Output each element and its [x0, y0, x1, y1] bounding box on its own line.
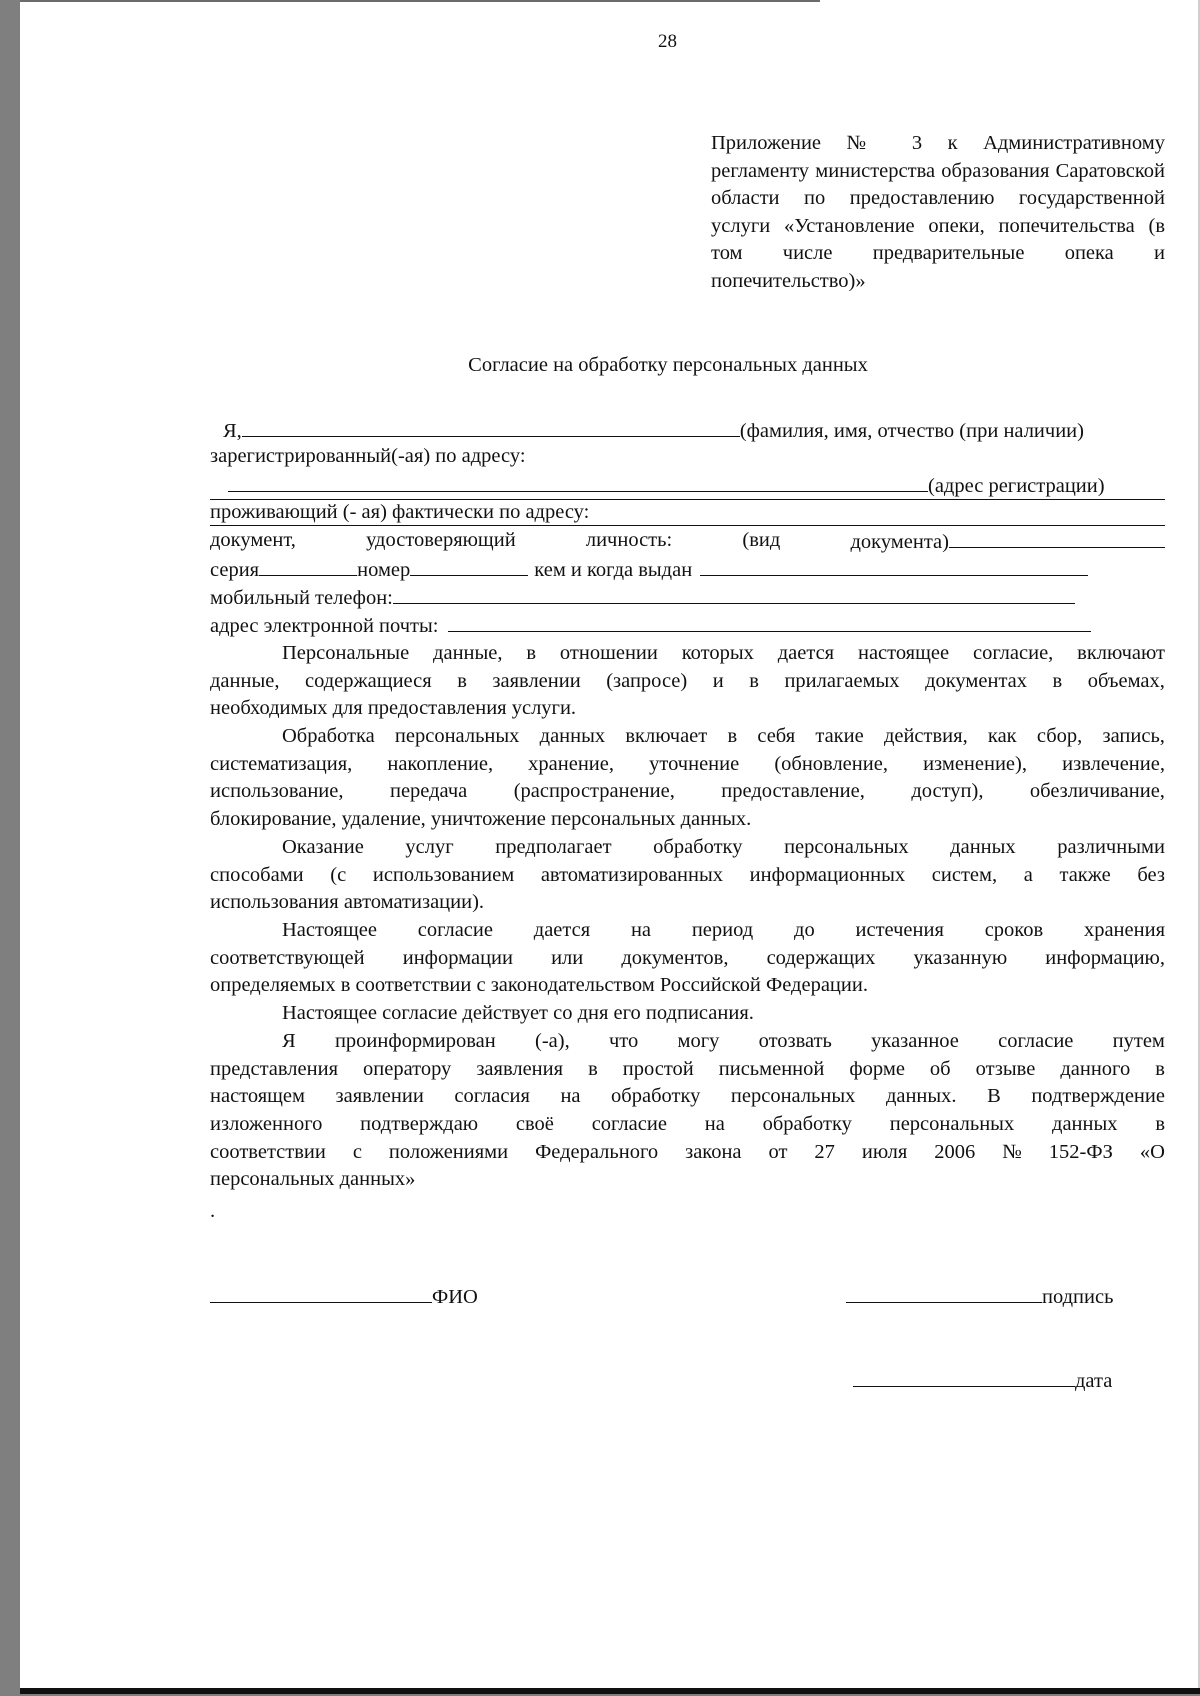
paragraph-line: персональных данных»: [210, 1168, 416, 1191]
document-title: Согласие на обработку персональных данных: [468, 354, 868, 376]
paragraph-line: представления оператору заявления в простой письменной форме об отзыве данного в: [210, 1057, 1165, 1080]
paragraph-line: соответствующей информации или документов, содержащих указанную информацию,: [210, 946, 1165, 969]
doc-type-blank: [949, 527, 1165, 548]
phone-label: мобильный телефон:: [210, 587, 393, 609]
fio-sign-blank: [210, 1282, 432, 1303]
paragraph-line: соответствии с положениями Федерального закона от 27 июля 2006 № 152-ФЗ «О: [210, 1140, 1165, 1163]
paragraph-line: Персональные данные, в отношении которых дается настоящее согласие, включают: [282, 642, 1165, 664]
reg-address-blank: [228, 471, 928, 492]
phone-blank: [393, 583, 1075, 604]
signature-line: [846, 1282, 1113, 1309]
paragraph-line: использование, передача (распространение, предоставление, доступ), обезличивание,: [210, 780, 1165, 803]
form-line-registered: [210, 443, 1165, 470]
paragraph-line: изложенного подтверждаю своё согласие на обработку персональных данных в: [210, 1113, 1165, 1136]
paragraph-line: Я проинформирован (-а), что могу отозвать указанное согласие путем: [282, 1030, 1165, 1052]
paragraph-line: способами (с использованием автоматизированных информационных систем, а также без: [210, 863, 1165, 886]
reg-hint: (адрес регистрации): [928, 475, 1105, 497]
date-label: дата: [1075, 1370, 1113, 1392]
document-page: [20, 0, 1200, 1690]
form-line-document: [210, 527, 1165, 554]
ya-label: Я,: [223, 420, 242, 442]
paragraph-line: использования автоматизации).: [210, 891, 485, 914]
date-blank: [853, 1366, 1075, 1387]
form-line-email: [210, 611, 1165, 638]
doc-word-3: личность:: [585, 529, 673, 551]
form-line-reg-address: [210, 471, 1165, 498]
scan-bottom-edge: [20, 1688, 1200, 1694]
doc-word-1: документ,: [210, 529, 296, 551]
paragraph-line: блокирование, удаление, уничтожение персональных данных.: [210, 808, 752, 831]
scan-top-edge: [20, 0, 820, 2]
doc-word-2: удостоверяющий: [366, 529, 516, 551]
email-label: адрес электронной почты:: [210, 615, 439, 637]
paragraph-personal-data: [210, 640, 1165, 723]
registered-label: зарегистрированный(-ая) по адресу:: [210, 445, 526, 467]
paragraph-line: данные, содержащиеся в заявлении (запросе) и в прилагаемых документах в объемах,: [210, 669, 1165, 692]
date-line: [853, 1366, 1112, 1393]
email-blank: [448, 611, 1091, 632]
signature-label: подпись: [1042, 1286, 1114, 1308]
stray-dot: .: [210, 1200, 216, 1222]
form-line-phone: [210, 583, 1165, 610]
doc-word-4: (вид: [742, 529, 781, 551]
living-label: проживающий (- ая) фактически по адресу:: [210, 501, 590, 523]
form-line-living: [210, 499, 1165, 526]
fio-hint: (фамилия, имя, отчество (при наличии): [739, 420, 1084, 442]
paragraph-effective: [210, 1000, 1165, 1028]
appendix-header: Приложение № 3 к Административному регламенту министерства образования Саратовской области по предоставлению государственной услуги «Установление опеки, попечительства (в том числе предварительные опека и попечительство)»: [711, 132, 1165, 292]
signature-blank: [846, 1282, 1042, 1303]
issued-blank: [700, 555, 1088, 576]
series-label: серия: [210, 559, 260, 581]
number-label: номер: [357, 559, 411, 581]
paragraph-line: систематизация, накопление, хранение, уточнение (обновление, изменение), извлечение,: [210, 752, 1165, 775]
paragraph-withdrawal: [210, 1028, 1165, 1194]
paragraph-line: Настоящее согласие дается на период до истечения сроков хранения: [282, 919, 1165, 941]
form-line-fio: [210, 416, 1165, 443]
issued-label: кем и когда выдан: [534, 559, 693, 581]
fio-signature-line: [210, 1282, 478, 1309]
form-line-series: [210, 555, 1165, 582]
paragraph-line: Оказание услуг предполагает обработку персональных данных различными: [282, 836, 1165, 858]
doc-word-5: документа): [850, 531, 949, 553]
page-number: 28: [658, 31, 677, 52]
paragraph-line: необходимых для предоставления услуги.: [210, 697, 577, 720]
paragraph-services: [210, 834, 1165, 917]
paragraph-processing: [210, 723, 1165, 834]
series-blank: [259, 555, 357, 576]
paragraph-period: [210, 917, 1165, 1000]
fio-blank: [242, 416, 740, 437]
paragraph-line: настоящем заявлении согласия на обработку персональных данных. В подтверждение: [210, 1085, 1165, 1108]
paragraph-line: Обработка персональных данных включает в себя такие действия, как сбор, запись,: [282, 725, 1165, 747]
number-blank: [410, 555, 528, 576]
paragraph-line: Настоящее согласие действует со дня его подписания.: [282, 1002, 754, 1024]
fio-label: ФИО: [432, 1286, 478, 1308]
paragraph-line: определяемых в соответствии с законодательством Российской Федерации.: [210, 974, 868, 997]
